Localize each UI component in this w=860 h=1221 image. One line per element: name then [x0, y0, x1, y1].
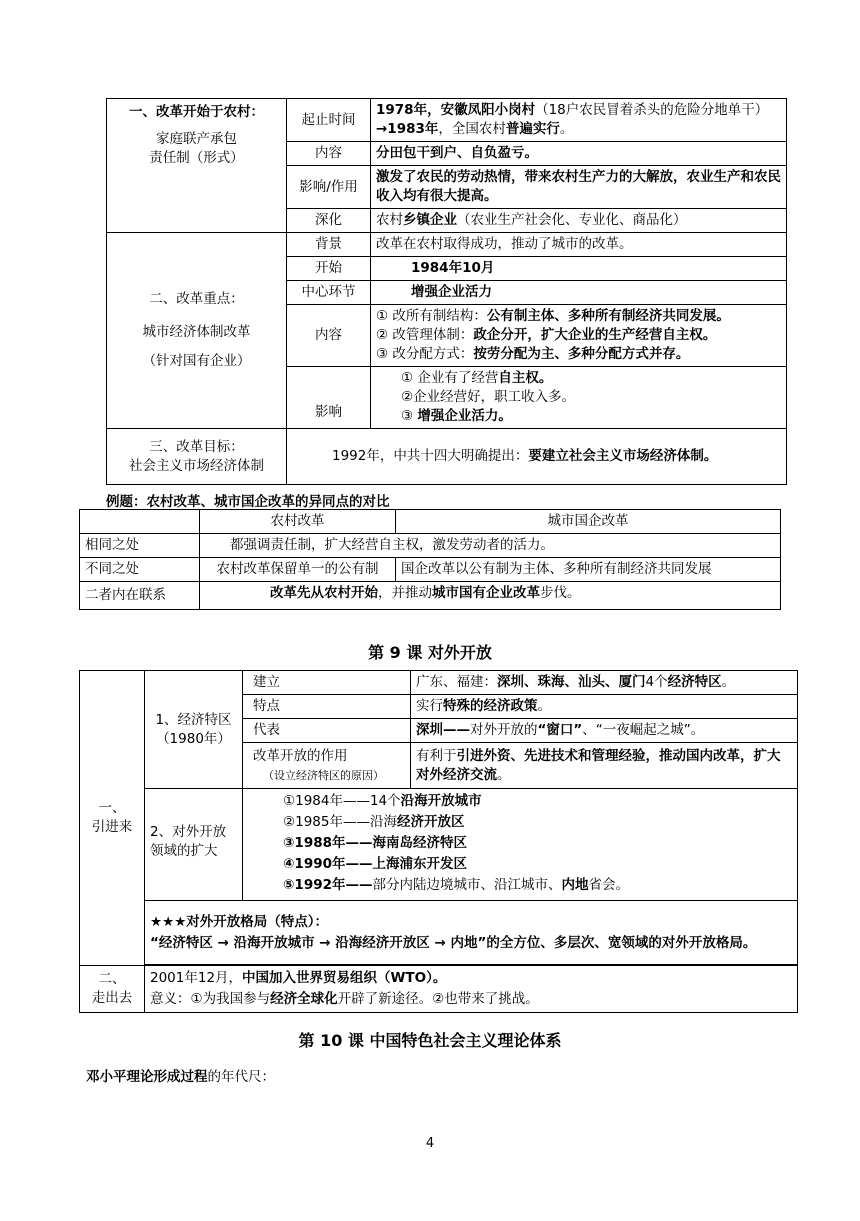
text: 意义：①为我国参与 — [150, 991, 271, 1007]
bold-text: →1983年 — [376, 121, 439, 137]
opening-out-line1 — [150, 968, 792, 989]
bold-text: “窗口” — [537, 722, 583, 738]
reform-sec3-cell — [107, 429, 287, 485]
bold-text: 中国加入世界贸易组织（WTO）。 — [242, 970, 447, 986]
reform-impact-lines — [371, 367, 787, 429]
bold-text: “经济特区 → 沿海开放城市 → 沿海经济开放区 → 内地 — [150, 934, 478, 951]
bold-text: 要建立社会主义市场经济体制。 — [528, 448, 718, 464]
opening-sez-row-label: 代表 — [243, 719, 411, 743]
text-line — [283, 854, 792, 875]
opening-pattern-title: ★★★对外开放格局（特点）： — [150, 913, 329, 930]
opening-out-cell — [145, 966, 798, 1013]
text: 4个 — [645, 674, 668, 690]
reform-sec3-title: 三、改革目标： — [149, 438, 244, 455]
text-line — [283, 833, 792, 854]
text-line — [376, 345, 781, 364]
opening-intro-label: 一、 引进来 — [80, 671, 145, 966]
bold-text: 内地 — [561, 877, 589, 893]
bold-text: 海南岛 — [372, 835, 414, 851]
comparison-head-urban: 城市国企改革 — [396, 510, 781, 534]
reform-content-label: 内容 — [287, 305, 371, 367]
text: ② 改管理体制： — [376, 327, 474, 343]
text: 广东、福建： — [416, 674, 497, 690]
text-line — [283, 875, 792, 896]
text: ②企业经营好，职工收入多。 — [401, 389, 576, 405]
opening-sez-label: 1、经济特区 （1980年） — [145, 671, 243, 789]
opening-sez-row-label: 建立 — [243, 671, 411, 695]
bold-text: 分田包干到户、自负盈亏。 — [376, 145, 538, 161]
text: 1992年，中共十四大明确提出： — [332, 448, 529, 464]
reform-row-content — [371, 99, 787, 142]
opening-pattern-text — [150, 935, 756, 951]
text-line — [376, 326, 781, 345]
reform-row-label: 深化 — [287, 209, 371, 233]
bold-text: 引进外资、先进技术和管理经验，推动国内改革，扩大对外经济交流 — [416, 747, 781, 783]
opening-expand-lines — [243, 789, 798, 901]
bold-text: 1978年，安徽凤阳小岗村 — [376, 102, 536, 118]
text: 改革在农村取得成功，推动了城市的改革。 — [376, 236, 633, 252]
bold-text: 自主权。 — [498, 370, 553, 386]
bold-text: 1984年10月 — [411, 260, 495, 276]
opening-role-content — [411, 743, 798, 789]
opening-out-label: 二、 走出去 — [80, 966, 145, 1013]
text-line — [401, 407, 781, 426]
text: ①1984年——14个 — [283, 793, 401, 809]
bold-text: ③1988年—— — [283, 835, 373, 851]
text: 、“一夜崛起之城”。 — [582, 722, 705, 738]
bold-text: 邓小平理论形成过程 — [86, 1069, 208, 1085]
reform-content-lines — [371, 305, 787, 367]
bold-text: 增强企业活力。 — [417, 408, 512, 424]
text: ③ — [401, 408, 418, 424]
bold-text: 城市国有企业改革 — [432, 585, 540, 601]
bold-text: 激发了农民的劳动热情，带来农村生产力的大解放，农业生产和农民收入均有很大提高。 — [376, 169, 781, 204]
text: ③ 改分配方式： — [376, 346, 474, 362]
text: 。 — [537, 698, 551, 714]
comparison-head-empty — [80, 510, 200, 534]
reform-sec1-title: 一、改革开始于农村： — [129, 104, 264, 120]
text: 部分内陆边境城市、沿江城市、 — [372, 877, 562, 893]
opening-table — [79, 670, 798, 1013]
reform-sec2-cell — [107, 233, 287, 429]
bold-text: 增强企业活力 — [411, 284, 492, 300]
text: 步伐。 — [540, 585, 581, 601]
text: 对外开放的 — [470, 722, 538, 738]
reform-row-label: 中心环节 — [287, 281, 371, 305]
text: 。 — [497, 766, 511, 783]
bold-text: ”的全方位、多层次、宽领域的对外开放格局。 — [477, 934, 757, 951]
comparison-same-text: 都强调责任制，扩大经营自主权，激发劳动者的活力。 — [200, 534, 781, 558]
bold-text: 乡镇企业 — [403, 212, 457, 228]
text: 省会。 — [588, 877, 630, 893]
text: 农村 — [376, 212, 403, 228]
bold-text: 深圳、珠海、汕头、厦门 — [497, 674, 646, 690]
reform-row-label: 开始 — [287, 257, 371, 281]
text: 的年代尺： — [207, 1069, 275, 1085]
reform-row-label: 影响/作用 — [287, 166, 371, 209]
bold-text: 改革先从农村开始 — [270, 585, 378, 601]
opening-role-sub: （设立经济特区的原因） — [263, 768, 384, 782]
comparison-link-label: 二者内在联系 — [80, 582, 200, 610]
reform-row-content — [371, 142, 787, 166]
comparison-diff-rural: 农村改革保留单一的公有制 — [200, 558, 396, 582]
bold-text: 按劳分配为主、多种分配方式并存。 — [473, 346, 690, 362]
reform-impact-label: 影响 — [287, 367, 371, 429]
reform-row-content — [371, 209, 787, 233]
comparison-same-label: 相同之处 — [80, 534, 200, 558]
opening-role-label: 改革开放的作用 — [253, 747, 348, 764]
opening-sez-row-content — [411, 695, 798, 719]
text-line — [283, 812, 792, 833]
reform-sec2-title: 二、改革重点： — [149, 291, 244, 307]
lesson10-heading: 第 10 课 中国特色社会主义理论体系 — [298, 1031, 562, 1050]
reform-row-label: 背景 — [287, 233, 371, 257]
comparison-table — [79, 509, 781, 610]
reform-sec1-sub1: 家庭联产承包 — [156, 131, 237, 147]
text: 2001年12月， — [150, 970, 243, 986]
bold-text: 经济特区 — [667, 674, 722, 690]
bold-text: 沿海开放城市 — [400, 793, 482, 809]
reform-sec2-sub1: 城市经济体制改革 — [142, 324, 251, 340]
bold-text: 经济全球化 — [270, 991, 338, 1007]
reform-row-label: 起止时间 — [287, 99, 371, 142]
text: 。 — [721, 674, 736, 690]
bold-text: 政企分开，扩大企业的生产经营自主权。 — [473, 327, 717, 343]
text-line — [401, 369, 781, 388]
reform-row-label: 内容 — [287, 142, 371, 166]
reform-goal — [287, 429, 787, 485]
bold-text: 经济特区 — [413, 835, 468, 851]
reform-sec2-sub2: （针对国有企业） — [142, 353, 251, 369]
opening-role-cell — [243, 743, 411, 789]
example-title: 例题：农村改革、城市国企改革的异同点的对比 — [106, 494, 390, 510]
text-line — [401, 388, 781, 407]
text: ②1985年——沿海 — [283, 814, 397, 830]
comparison-link-text — [200, 582, 781, 610]
reform-row-content — [371, 281, 787, 305]
bold-text: ④1990年—— — [283, 856, 373, 872]
text: ① 改所有制结构： — [376, 308, 487, 324]
text-line — [283, 791, 792, 812]
reform-sec1-sub2: 责任制（形式） — [149, 150, 244, 166]
bold-text: 普遍实行 — [505, 121, 560, 137]
text: （18户农民冒着杀头的危险分地单干） — [535, 102, 769, 118]
text: ，并推动 — [378, 585, 432, 601]
text-line — [376, 307, 781, 326]
comparison-diff-urban: 国企改革以公有制为主体、多种所有制经济共同发展 — [396, 558, 781, 582]
text: 实行 — [416, 698, 443, 714]
bold-text: 公有制主体、多种所有制经济共同发展。 — [486, 308, 730, 324]
bold-text: 上海浦东开发区 — [372, 856, 468, 872]
page-number: 4 — [425, 1136, 435, 1151]
reform-row-content — [371, 257, 787, 281]
lesson9-heading: 第 9 课 对外开放 — [368, 643, 492, 662]
opening-pattern-cell — [145, 901, 798, 965]
opening-sez-row-content — [411, 719, 798, 743]
lesson10-line — [86, 1065, 275, 1085]
opening-expand-label: 2、对外开放 领域的扩大 — [145, 789, 243, 901]
bold-text: ⑤1992年—— — [283, 877, 373, 893]
text: 开辟了新途径。②也带来了挑战。 — [337, 991, 539, 1007]
reform-row-content — [371, 166, 787, 209]
comparison-diff-label: 不同之处 — [80, 558, 200, 582]
opening-sez-row-label: 特点 — [243, 695, 411, 719]
reform-sec3-sub: 社会主义市场经济体制 — [129, 457, 264, 474]
reform-table — [106, 98, 787, 485]
reform-row-content — [371, 233, 787, 257]
comparison-head-rural: 农村改革 — [200, 510, 396, 534]
text: （农业生产社会化、专业化、商品化） — [457, 212, 687, 228]
bold-text: 深圳—— — [416, 722, 470, 738]
text: 。 — [559, 121, 574, 137]
bold-text: 特殊的经济政策 — [443, 698, 538, 714]
text: ① 企业有了经营 — [401, 370, 499, 386]
opening-out-line2 — [150, 989, 792, 1010]
opening-sez-row-content — [411, 671, 798, 695]
text: 有利于 — [416, 747, 457, 764]
bold-text: 经济开放区 — [396, 814, 465, 830]
text: ，全国农村 — [438, 121, 506, 137]
reform-sec1-cell — [107, 99, 287, 233]
